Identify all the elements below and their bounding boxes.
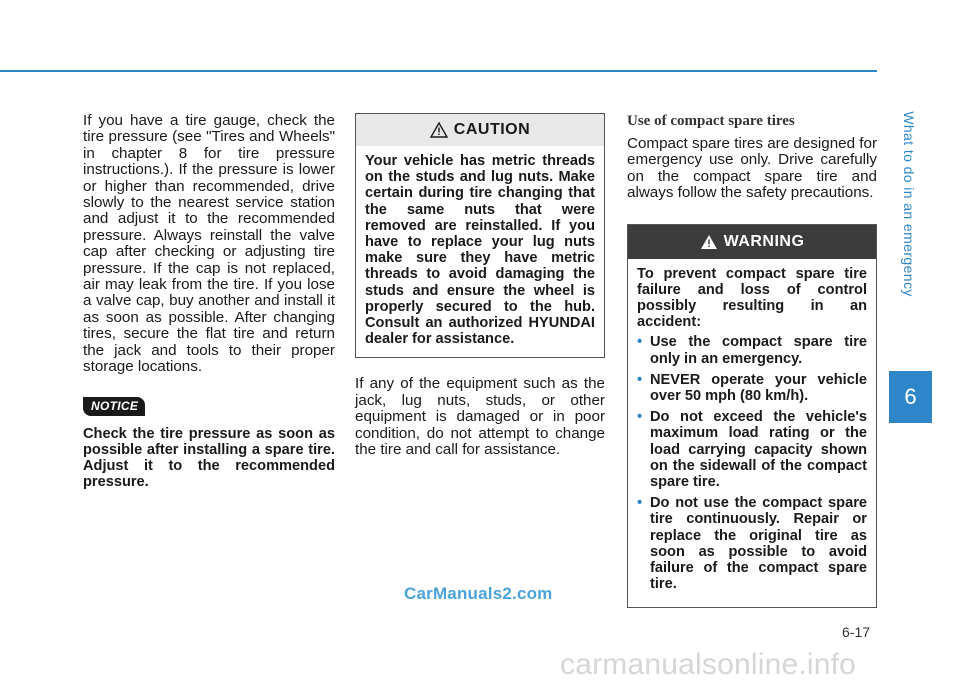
- column-middle: [355, 113, 605, 458]
- bullet-icon: •: [637, 495, 643, 512]
- warning-item: • Do not exceed the vehicle's maximum load rating or the load carrying capacity shown on the sidewall of the compact spare tire.: [637, 409, 867, 491]
- side-tab-label: What to do in an emergency: [901, 111, 917, 297]
- equipment-paragraph: If any of the equipment such as the jack, lug nuts, studs, or other equipment is damaged or in poor condition, do not attempt to change the tire and call for assistance.: [355, 375, 605, 459]
- caution-header: [356, 114, 604, 146]
- warning-item: • Use the compact spare tire only in an emergency.: [637, 334, 867, 367]
- warning-body: [628, 259, 876, 608]
- tire-gauge-paragraph: If you have a tire gauge, check the tire pressure (see "Tires and Wheels" in chapter 8 for tire pressure instructions.). If the pressure is lower or higher than recommended, drive slowly to the nearest service station and adjust it to the recommended pressure. Always reinstall the valve cap after checking or adjusting tire pressure. If the cap is not replaced, air may leak from the tire. If you lose a valve cap, buy another and install it as soon as possible. After changing tires, secure the flat tire and return the jack and tools to their proper storage locations.: [83, 112, 335, 376]
- warning-triangle-icon: [700, 234, 718, 250]
- column-left: [83, 113, 335, 490]
- column-right: [627, 113, 877, 608]
- section-heading: Use of compact spare tires: [627, 113, 795, 129]
- header-rule: [0, 70, 877, 72]
- warning-list: [637, 334, 867, 592]
- notice-badge: NOTICE: [83, 397, 145, 416]
- caution-box: [355, 113, 605, 358]
- page-number: 6-17: [842, 624, 871, 640]
- watermark-top[interactable]: CarManuals2.com: [404, 584, 553, 603]
- warning-title: WARNING: [723, 232, 805, 250]
- caution-title: CAUTION: [453, 121, 531, 138]
- chapter-number-tab: 6: [889, 371, 932, 423]
- caution-triangle-icon: [430, 122, 448, 138]
- side-tab-section: [886, 48, 932, 360]
- caution-body: [356, 146, 604, 357]
- watermark-bottom: carmanualsonline.info: [560, 648, 857, 681]
- warning-item: • NEVER operate your vehicle over 50 mph (80 km/h).: [637, 371, 867, 405]
- warning-box: [627, 224, 877, 609]
- warning-intro: To prevent compact spare tire failure and loss of control possibly resulting in an accident:: [637, 265, 867, 331]
- warning-item: • Do not use the compact spare tire continuously. Repair or replace the original tire as soon as possible to avoid failure of the compact spare tire.: [637, 495, 867, 593]
- compact-spare-paragraph: Compact spare tires are designed for emergency use only. Drive carefully on the compact spare tire and always follow the safety precautions.: [627, 135, 877, 202]
- bullet-icon: •: [637, 371, 643, 388]
- notice-label-row: [83, 397, 335, 416]
- bullet-icon: •: [637, 334, 643, 351]
- bullet-icon: •: [637, 409, 643, 426]
- notice-text: Check the tire pressure as soon as possible after installing a spare tire. Adjust it to the recommended pressure.: [83, 425, 335, 491]
- caution-text: Your vehicle has metric threads on the studs and lug nuts. Make certain during tire changing that the same nuts that were removed are reinstalled. If you have to replace your lug nuts make sure they have metric threads to avoid damaging the studs and ensure the wheel is properly secured to the hub. Consult an authorized HYUNDAI dealer for assistance.: [365, 153, 595, 348]
- warning-header: [628, 225, 876, 259]
